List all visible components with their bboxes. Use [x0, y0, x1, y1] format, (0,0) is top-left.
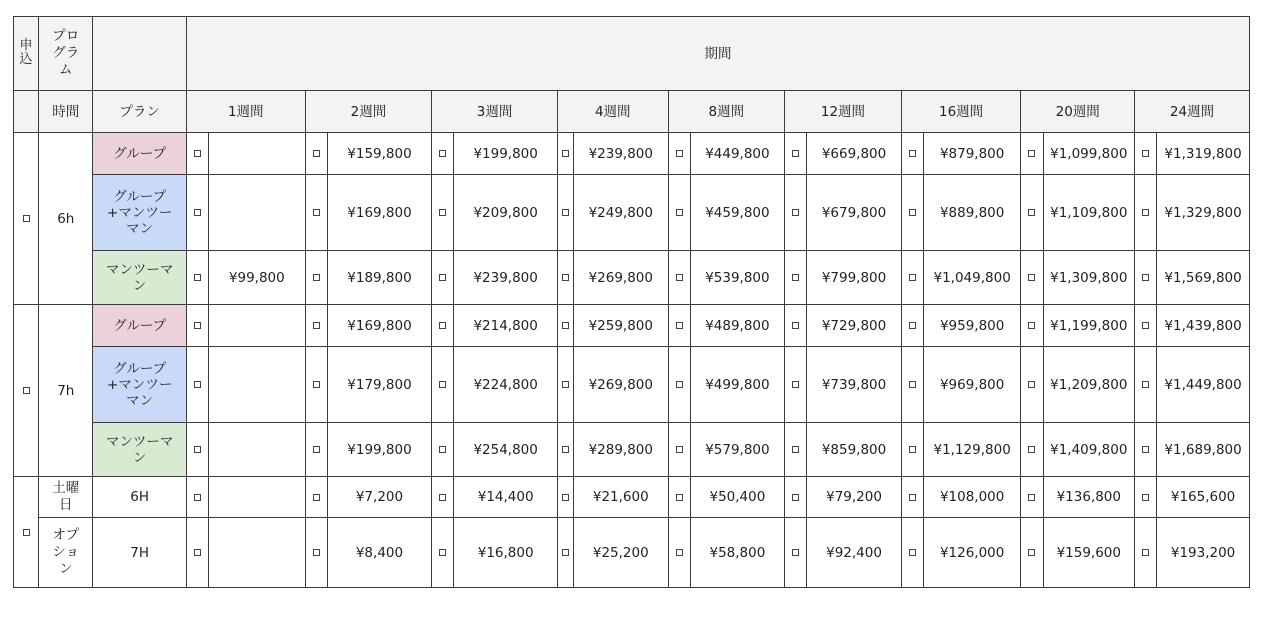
option-checkbox[interactable]: [792, 322, 799, 329]
price-cell: ¥1,309,800: [1043, 251, 1135, 305]
option-checkbox[interactable]: [562, 209, 569, 216]
option-checkbox[interactable]: [1028, 274, 1035, 281]
option-checkbox[interactable]: [194, 209, 201, 216]
plan-cell: 6H: [93, 477, 187, 518]
saturday-label-text: 日: [59, 497, 73, 513]
option-checkbox[interactable]: [562, 381, 569, 388]
price-cell: [209, 305, 306, 347]
option-checkbox-cell: [1021, 305, 1043, 347]
option-checkbox-cell: [305, 347, 327, 423]
option-checkbox[interactable]: [562, 446, 569, 453]
week-header: 8週間: [668, 91, 785, 133]
option-checkbox-cell: [901, 477, 923, 518]
price-cell: ¥99,800: [209, 251, 306, 305]
week-header: 1週間: [186, 91, 305, 133]
option-checkbox[interactable]: [792, 150, 799, 157]
plan-label: グループ: [113, 360, 167, 377]
price-cell: ¥1,129,800: [923, 423, 1021, 477]
option-checkbox[interactable]: [676, 494, 683, 501]
option-checkbox[interactable]: [792, 494, 799, 501]
option-checkbox-cell: [432, 518, 454, 588]
option-checkbox[interactable]: [1142, 322, 1149, 329]
option-checkbox-cell: [557, 251, 573, 305]
price-cell: ¥669,800: [807, 133, 902, 175]
option-checkbox-cell: [1135, 347, 1157, 423]
option-checkbox[interactable]: [194, 274, 201, 281]
option-checkbox[interactable]: [1028, 150, 1035, 157]
option-checkbox[interactable]: [313, 494, 320, 501]
option-checkbox-cell: [901, 133, 923, 175]
apply-checkbox[interactable]: [23, 529, 30, 536]
plan-cell: [93, 347, 187, 423]
option-checkbox[interactable]: [439, 549, 446, 556]
option-checkbox-cell: [305, 133, 327, 175]
option-checkbox-cell: [668, 477, 690, 518]
blank-header: [93, 17, 187, 91]
time-cell: 6h: [39, 133, 93, 305]
apply-checkbox-cell: [14, 477, 39, 588]
option-checkbox-cell: [186, 305, 208, 347]
saturday-label-text: 土曜: [52, 480, 80, 496]
saturday-option-label: [39, 477, 93, 518]
option-checkbox[interactable]: [792, 209, 799, 216]
option-checkbox-cell: [785, 251, 807, 305]
option-checkbox[interactable]: [676, 209, 683, 216]
price-cell: ¥729,800: [807, 305, 902, 347]
price-cell: ¥58,800: [690, 518, 785, 588]
apply-header-text: 申込: [19, 38, 33, 67]
option-checkbox-cell: [668, 423, 690, 477]
plan-label: マンツーマ: [105, 433, 174, 450]
option-checkbox-cell: [557, 175, 573, 251]
week-header: 16週間: [901, 91, 1021, 133]
price-cell: ¥193,200: [1157, 518, 1250, 588]
option-checkbox[interactable]: [1028, 494, 1035, 501]
option-checkbox[interactable]: [313, 209, 320, 216]
option-checkbox-cell: [186, 175, 208, 251]
option-checkbox-cell: [901, 305, 923, 347]
price-cell: ¥92,400: [807, 518, 902, 588]
price-table: [13, 16, 1250, 588]
price-cell: ¥14,400: [454, 477, 558, 518]
option-checkbox[interactable]: [792, 446, 799, 453]
price-cell: ¥499,800: [690, 347, 785, 423]
plan-cell: [93, 305, 187, 347]
option-checkbox[interactable]: [194, 549, 201, 556]
option-checkbox[interactable]: [792, 549, 799, 556]
price-cell: ¥169,800: [327, 305, 432, 347]
option-checkbox[interactable]: [1028, 549, 1035, 556]
price-cell: ¥1,049,800: [923, 251, 1021, 305]
price-cell: ¥136,800: [1043, 477, 1135, 518]
program-header-text: プログラム: [52, 28, 80, 78]
plan-label: +マンツー: [107, 376, 173, 393]
option-checkbox-cell: [1135, 133, 1157, 175]
price-cell: ¥239,800: [574, 133, 669, 175]
price-cell: ¥289,800: [574, 423, 669, 477]
price-cell: ¥1,319,800: [1157, 133, 1250, 175]
price-cell: ¥449,800: [690, 133, 785, 175]
plan-cell: [93, 423, 187, 477]
option-checkbox-cell: [557, 133, 573, 175]
option-checkbox-cell: [186, 477, 208, 518]
option-checkbox-cell: [1021, 423, 1043, 477]
option-checkbox[interactable]: [676, 549, 683, 556]
price-cell: ¥50,400: [690, 477, 785, 518]
option-checkbox-cell: [557, 305, 573, 347]
option-checkbox[interactable]: [1142, 274, 1149, 281]
option-checkbox-cell: [785, 423, 807, 477]
option-checkbox-cell: [668, 133, 690, 175]
price-cell: ¥25,200: [574, 518, 669, 588]
price-cell: ¥1,689,800: [1157, 423, 1250, 477]
option-checkbox-cell: [1021, 175, 1043, 251]
option-checkbox[interactable]: [313, 150, 320, 157]
option-checkbox-cell: [668, 251, 690, 305]
option-checkbox-cell: [668, 518, 690, 588]
price-cell: ¥199,800: [327, 423, 432, 477]
week-header: 12週間: [785, 91, 902, 133]
option-checkbox-cell: [785, 305, 807, 347]
option-checkbox-cell: [901, 423, 923, 477]
option-checkbox-cell: [785, 175, 807, 251]
price-cell: ¥199,800: [454, 133, 558, 175]
apply-checkbox-cell: [14, 133, 39, 305]
price-cell: ¥859,800: [807, 423, 902, 477]
option-checkbox-cell: [668, 347, 690, 423]
option-checkbox-cell: [186, 347, 208, 423]
option-checkbox-cell: [901, 251, 923, 305]
option-checkbox-cell: [1135, 477, 1157, 518]
option-checkbox-cell: [901, 175, 923, 251]
price-cell: ¥1,449,800: [1157, 347, 1250, 423]
option-checkbox[interactable]: [909, 446, 916, 453]
option-checkbox-cell: [785, 518, 807, 588]
price-cell: ¥159,600: [1043, 518, 1135, 588]
price-cell: [209, 347, 306, 423]
table-row: [14, 423, 1250, 477]
table-row: [14, 175, 1250, 251]
apply-header-blank: [14, 91, 39, 133]
plan-label: マン: [126, 220, 154, 237]
option-checkbox[interactable]: [909, 209, 916, 216]
option-checkbox[interactable]: [1142, 209, 1149, 216]
price-cell: ¥179,800: [327, 347, 432, 423]
price-cell: ¥1,109,800: [1043, 175, 1135, 251]
price-cell: ¥1,329,800: [1157, 175, 1250, 251]
price-cell: ¥239,800: [454, 251, 558, 305]
option-checkbox-cell: [305, 175, 327, 251]
price-cell: ¥249,800: [574, 175, 669, 251]
price-cell: ¥8,400: [327, 518, 432, 588]
apply-checkbox[interactable]: [23, 387, 30, 394]
option-checkbox-cell: [432, 133, 454, 175]
option-checkbox[interactable]: [439, 446, 446, 453]
price-cell: ¥539,800: [690, 251, 785, 305]
option-checkbox[interactable]: [194, 381, 201, 388]
price-cell: ¥1,439,800: [1157, 305, 1250, 347]
price-cell: ¥739,800: [807, 347, 902, 423]
week-header: 24週間: [1135, 91, 1250, 133]
option-checkbox-cell: [1135, 251, 1157, 305]
price-cell: ¥254,800: [454, 423, 558, 477]
option-checkbox-cell: [1135, 305, 1157, 347]
option-checkbox-cell: [785, 347, 807, 423]
price-cell: ¥214,800: [454, 305, 558, 347]
apply-checkbox-cell: [14, 305, 39, 477]
price-cell: ¥269,800: [574, 251, 669, 305]
price-cell: ¥1,569,800: [1157, 251, 1250, 305]
option-checkbox[interactable]: [676, 274, 683, 281]
option-checkbox[interactable]: [1028, 446, 1035, 453]
saturday-label-text: ン: [59, 561, 73, 577]
option-checkbox[interactable]: [676, 446, 683, 453]
option-checkbox-cell: [1135, 423, 1157, 477]
option-checkbox-cell: [668, 305, 690, 347]
option-checkbox-cell: [1021, 518, 1043, 588]
saturday-label-text: ショ: [52, 544, 80, 560]
option-checkbox-cell: [432, 175, 454, 251]
option-checkbox[interactable]: [909, 322, 916, 329]
option-checkbox[interactable]: [313, 446, 320, 453]
plan-label: ン: [132, 449, 147, 466]
price-cell: ¥224,800: [454, 347, 558, 423]
option-checkbox-cell: [557, 347, 573, 423]
price-cell: ¥889,800: [923, 175, 1021, 251]
table-row: [14, 477, 1250, 518]
price-cell: ¥1,199,800: [1043, 305, 1135, 347]
option-checkbox[interactable]: [792, 274, 799, 281]
plan-label: グループ: [113, 145, 167, 162]
option-checkbox-cell: [1021, 477, 1043, 518]
option-checkbox[interactable]: [562, 322, 569, 329]
saturday-option-label: [39, 518, 93, 588]
plan-cell: [93, 133, 187, 175]
option-checkbox-cell: [901, 518, 923, 588]
option-checkbox-cell: [305, 518, 327, 588]
option-checkbox[interactable]: [792, 381, 799, 388]
price-cell: ¥959,800: [923, 305, 1021, 347]
price-cell: ¥7,200: [327, 477, 432, 518]
price-cell: ¥159,800: [327, 133, 432, 175]
option-checkbox-cell: [186, 518, 208, 588]
price-cell: ¥489,800: [690, 305, 785, 347]
option-checkbox[interactable]: [909, 274, 916, 281]
price-cell: ¥209,800: [454, 175, 558, 251]
option-checkbox[interactable]: [909, 494, 916, 501]
plan-cell: [93, 251, 187, 305]
option-checkbox[interactable]: [562, 549, 569, 556]
price-cell: ¥79,200: [807, 477, 902, 518]
option-checkbox[interactable]: [313, 381, 320, 388]
price-cell: ¥879,800: [923, 133, 1021, 175]
plan-cell: [93, 175, 187, 251]
option-checkbox[interactable]: [562, 274, 569, 281]
table-row: [14, 305, 1250, 347]
price-cell: [209, 133, 306, 175]
price-cell: [209, 477, 306, 518]
option-checkbox[interactable]: [194, 150, 201, 157]
price-cell: ¥126,000: [923, 518, 1021, 588]
option-checkbox[interactable]: [1142, 549, 1149, 556]
week-header: 4週間: [557, 91, 668, 133]
option-checkbox[interactable]: [439, 381, 446, 388]
price-cell: ¥169,800: [327, 175, 432, 251]
option-checkbox-cell: [305, 477, 327, 518]
option-checkbox-cell: [305, 251, 327, 305]
table-row: [14, 251, 1250, 305]
price-cell: ¥21,600: [574, 477, 669, 518]
option-checkbox[interactable]: [676, 150, 683, 157]
option-checkbox[interactable]: [439, 209, 446, 216]
option-checkbox-cell: [305, 423, 327, 477]
time-cell: 7h: [39, 305, 93, 477]
option-checkbox-cell: [305, 305, 327, 347]
plan-label: マン: [126, 392, 154, 409]
week-header: 2週間: [305, 91, 432, 133]
price-cell: [209, 518, 306, 588]
option-checkbox[interactable]: [439, 494, 446, 501]
table-row: [14, 347, 1250, 423]
option-checkbox[interactable]: [439, 274, 446, 281]
plan-label: グループ: [113, 188, 167, 205]
option-checkbox-cell: [432, 477, 454, 518]
plan-label: +マンツー: [107, 204, 173, 221]
option-checkbox[interactable]: [313, 549, 320, 556]
price-cell: ¥459,800: [690, 175, 785, 251]
price-cell: ¥1,209,800: [1043, 347, 1135, 423]
option-checkbox-cell: [668, 175, 690, 251]
option-checkbox-cell: [186, 251, 208, 305]
option-checkbox-cell: [432, 251, 454, 305]
option-checkbox[interactable]: [1142, 494, 1149, 501]
option-checkbox-cell: [186, 423, 208, 477]
option-checkbox-cell: [901, 347, 923, 423]
price-cell: ¥579,800: [690, 423, 785, 477]
option-checkbox[interactable]: [194, 494, 201, 501]
table-row: [14, 133, 1250, 175]
option-checkbox-cell: [785, 133, 807, 175]
option-checkbox[interactable]: [1028, 381, 1035, 388]
price-cell: ¥1,409,800: [1043, 423, 1135, 477]
option-checkbox[interactable]: [1142, 150, 1149, 157]
price-cell: ¥1,099,800: [1043, 133, 1135, 175]
plan-cell: 7H: [93, 518, 187, 588]
plan-header: プラン: [93, 91, 187, 133]
option-checkbox[interactable]: [313, 274, 320, 281]
option-checkbox[interactable]: [439, 150, 446, 157]
program-header: [39, 17, 93, 91]
price-cell: ¥799,800: [807, 251, 902, 305]
option-checkbox[interactable]: [194, 446, 201, 453]
option-checkbox-cell: [557, 518, 573, 588]
price-cell: ¥16,800: [454, 518, 558, 588]
plan-label: マンツーマ: [105, 261, 174, 278]
price-cell: ¥259,800: [574, 305, 669, 347]
price-cell: ¥108,000: [923, 477, 1021, 518]
option-checkbox-cell: [557, 477, 573, 518]
price-cell: [209, 175, 306, 251]
option-checkbox-cell: [186, 133, 208, 175]
option-checkbox[interactable]: [909, 381, 916, 388]
option-checkbox[interactable]: [1142, 446, 1149, 453]
option-checkbox-cell: [785, 477, 807, 518]
option-checkbox[interactable]: [676, 381, 683, 388]
option-checkbox[interactable]: [562, 150, 569, 157]
option-checkbox[interactable]: [676, 322, 683, 329]
option-checkbox[interactable]: [909, 549, 916, 556]
period-header: 期間: [186, 17, 1249, 91]
option-checkbox[interactable]: [1028, 209, 1035, 216]
option-checkbox-cell: [432, 305, 454, 347]
week-header: 3週間: [432, 91, 558, 133]
option-checkbox[interactable]: [439, 322, 446, 329]
table-row: [14, 518, 1250, 588]
saturday-label-text: オプ: [52, 527, 80, 543]
option-checkbox-cell: [1135, 518, 1157, 588]
option-checkbox[interactable]: [1142, 381, 1149, 388]
option-checkbox[interactable]: [1028, 322, 1035, 329]
price-cell: ¥679,800: [807, 175, 902, 251]
apply-header: [14, 17, 39, 91]
option-checkbox[interactable]: [313, 322, 320, 329]
week-header: 20週間: [1021, 91, 1135, 133]
option-checkbox[interactable]: [562, 494, 569, 501]
price-cell: ¥269,800: [574, 347, 669, 423]
option-checkbox-cell: [1021, 347, 1043, 423]
option-checkbox-cell: [1135, 175, 1157, 251]
price-cell: ¥189,800: [327, 251, 432, 305]
option-checkbox-cell: [432, 423, 454, 477]
option-checkbox[interactable]: [194, 322, 201, 329]
option-checkbox-cell: [432, 347, 454, 423]
plan-label: グループ: [113, 317, 167, 334]
plan-label: ン: [132, 277, 147, 294]
apply-checkbox[interactable]: [23, 215, 30, 222]
option-checkbox[interactable]: [909, 150, 916, 157]
price-cell: [209, 423, 306, 477]
option-checkbox-cell: [1021, 133, 1043, 175]
option-checkbox-cell: [1021, 251, 1043, 305]
option-checkbox-cell: [557, 423, 573, 477]
time-header: 時間: [39, 91, 93, 133]
price-cell: ¥969,800: [923, 347, 1021, 423]
price-cell: ¥165,600: [1157, 477, 1250, 518]
